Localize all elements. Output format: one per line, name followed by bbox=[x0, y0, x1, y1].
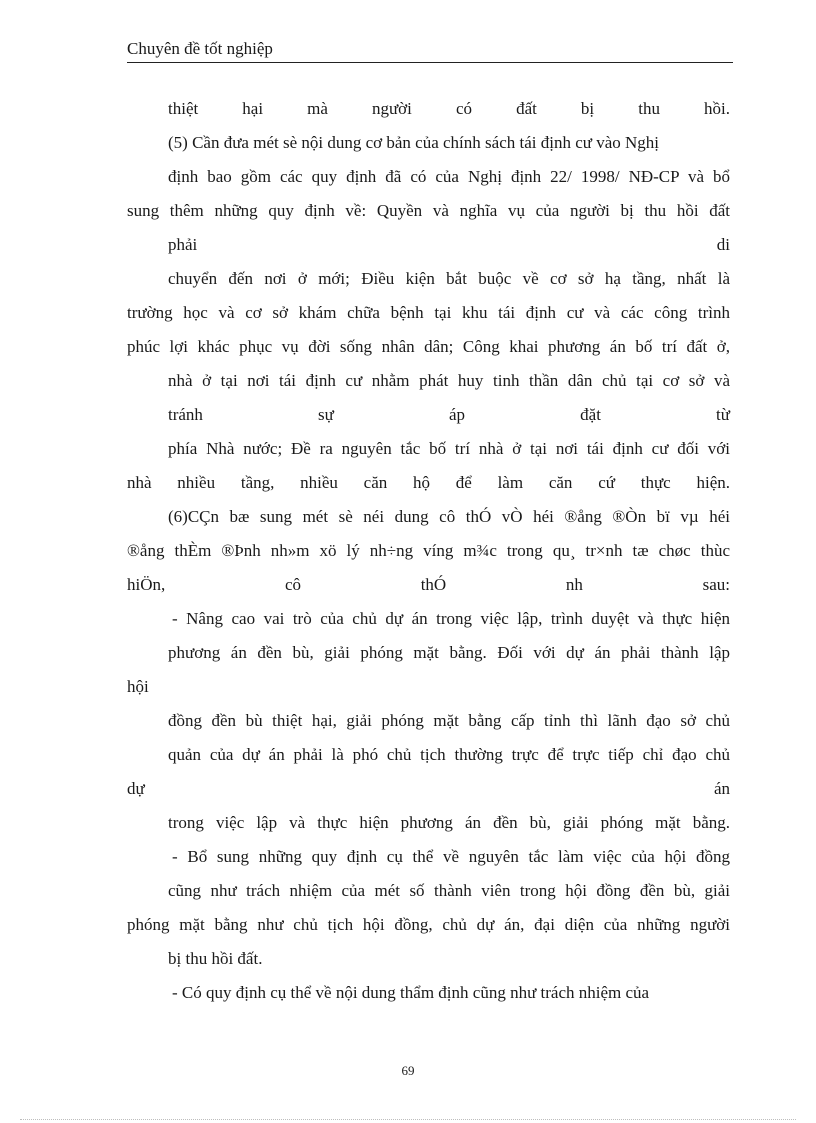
text-line: - Nâng cao vai trò của chủ dự án trong việc lập, trình duyệt và thực hiện bbox=[172, 609, 730, 628]
text-line: phóng mặt bằng như chủ tịch hội đồng, chủ dự án, đại diện của những người bbox=[127, 915, 730, 934]
page-number: 69 bbox=[401, 1063, 415, 1078]
text-line: - Có quy định cụ thể về nội dung thẩm định cũng như trách nhiệm của bbox=[172, 983, 650, 1002]
text-line: (5) Cần đưa mét sè nội dung cơ bản của chính sách tái định cư vào Nghị bbox=[168, 133, 660, 152]
text-line: hội bbox=[127, 677, 149, 696]
text-line: quản của dự án phải là phó chủ tịch thường trực để trực tiếp chỉ đạo chủ bbox=[168, 745, 730, 764]
text-line: (6)CÇn bæ sung mét sè néi dung cô thÓ vÒ héi ®ång ®Òn bï vµ héi bbox=[168, 507, 730, 526]
text-line: dự án bbox=[127, 779, 730, 798]
text-line: cũng như trách nhiệm của mét số thành viên trong hội đồng đền bù, giải bbox=[168, 881, 730, 900]
page-bottom-divider bbox=[20, 1119, 796, 1120]
text-line: phúc lợi khác phục vụ đời sống nhân dân; Công khai phương án bố trí đất ở, bbox=[127, 337, 730, 356]
text-line: thiệt hại mà người có đất bị thu hồi. bbox=[168, 99, 730, 118]
text-line: ®ång thÈm ®Þnh nh»m xö lý nh÷ng víng m¾c trong qu¸ tr×nh tæ chøc thùc bbox=[127, 541, 730, 560]
text-line: sung thêm những quy định về: Quyền và nghĩa vụ của người bị thu hồi đất bbox=[127, 201, 730, 220]
text-line: nhà ở tại nơi tái định cư nhằm phát huy tinh thần dân chủ tại cơ sở và bbox=[168, 371, 730, 390]
text-line: - Bổ sung những quy định cụ thể về nguyên tắc làm việc của hội đồng bbox=[172, 847, 730, 866]
text-line: hiÖn, cô thÓ nh sau: bbox=[127, 575, 730, 594]
text-line: đồng đền bù thiệt hại, giải phóng mặt bằng cấp tỉnh thì lãnh đạo sở chủ bbox=[168, 711, 730, 730]
text-line: định bao gồm các quy định đã có của Nghị định 22/ 1998/ NĐ-CP và bổ bbox=[168, 167, 730, 186]
text-line: nhà nhiều tầng, nhiều căn hộ để làm căn cứ thực hiện. bbox=[127, 473, 730, 492]
text-line: trong việc lập và thực hiện phương án đền bù, giải phóng mặt bằng. bbox=[168, 813, 730, 832]
header-title: Chuyên đề tốt nghiệp bbox=[127, 39, 273, 58]
text-line: tránh sự áp đặt từ bbox=[168, 405, 730, 424]
text-line: trường học và cơ sở khám chữa bệnh tại khu tái định cư và các công trình bbox=[127, 303, 730, 322]
text-line: chuyển đến nơi ở mới; Điều kiện bắt buộc về cơ sở hạ tầng, nhất là bbox=[168, 269, 730, 288]
text-line: phương án đền bù, giải phóng mặt bằng. Đối với dự án phải thành lập bbox=[168, 643, 730, 662]
text-line: phía Nhà nước; Đề ra nguyên tắc bố trí nhà ở tại nơi tái định cư đối với bbox=[168, 439, 730, 458]
text-line: bị thu hồi đất. bbox=[168, 949, 263, 968]
text-line: phải di bbox=[168, 235, 730, 254]
